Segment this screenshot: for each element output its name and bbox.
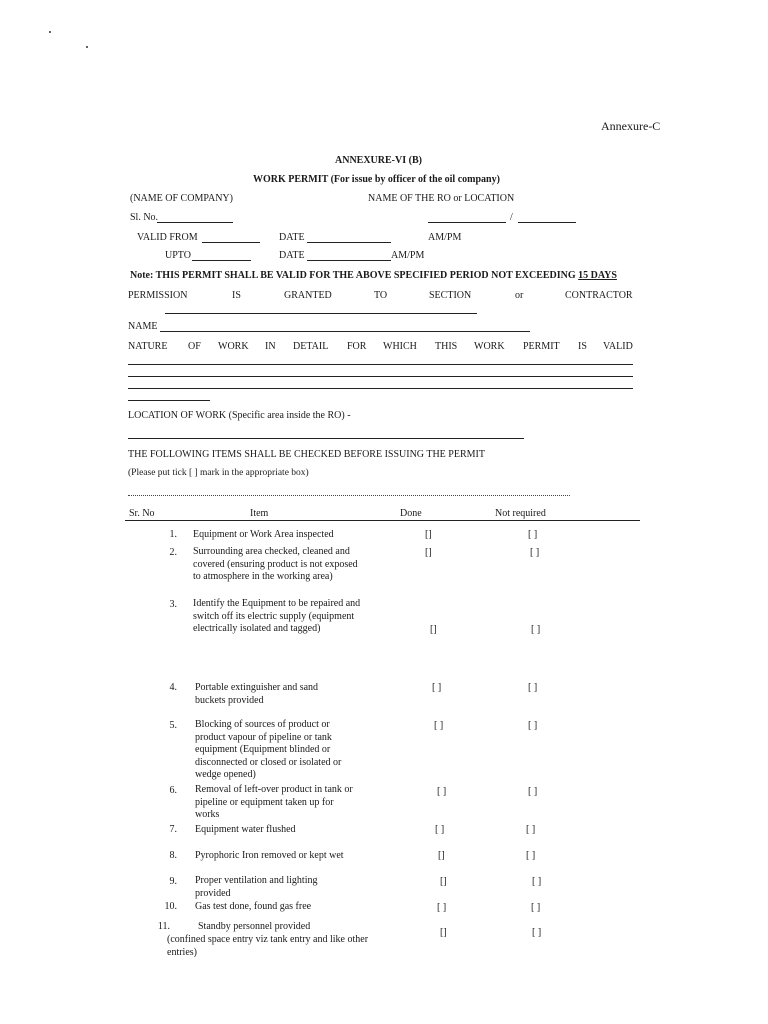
ampm-label-2: AM/PM [391,250,425,261]
nature-word: DETAIL [293,341,329,352]
note-text: Note: THIS PERMIT SHALL BE VALID FOR THE ABOVE SPECIFIED PERIOD NOT EXCEEDING [130,270,576,281]
row-item-text: Portable extinguisher and sand buckets provided [195,682,319,706]
permission-line[interactable] [165,313,477,314]
header-not-required: Not required [495,508,546,519]
name-line[interactable] [160,331,530,332]
ro-line-1[interactable] [428,222,506,223]
permission-word: or [515,290,524,301]
upto-line[interactable] [192,260,251,261]
nature-line-3[interactable] [128,388,633,389]
checked-title: THE FOLLOWING ITEMS SHALL BE CHECKED BEFORE ISSUING THE PERMIT [128,449,485,460]
header-sr-no: Sr. No [129,508,155,519]
date-line-1[interactable] [307,242,391,243]
row-item-text: Identify the Equipment to be repaired and switch off its electric supply (equipment electrically isolated and tagged) [193,598,361,634]
permission-word: TO [374,290,388,301]
header-item: Item [250,508,269,519]
upto-label: UPTO [165,250,191,261]
row-item-text: Equipment water flushed [195,824,296,835]
not-required-checkbox[interactable]: [ ] [530,547,540,558]
row-item-text: Surrounding area checked, cleaned and covered (ensuring product is not exposed to atmosphere in the working area) [193,546,358,582]
ampm-label-1: AM/PM [428,232,462,243]
nature-word: IS [578,341,587,352]
nature-word: FOR [347,341,367,352]
done-checkbox[interactable]: [ ] [435,824,445,835]
nature-word: WHICH [383,341,417,352]
valid-from-label: VALID FROM [137,232,198,243]
not-required-checkbox[interactable]: [ ] [528,720,538,731]
nature-word: WORK [474,341,505,352]
not-required-checkbox[interactable]: [ ] [528,682,538,693]
dotted-separator [128,495,570,496]
location-line[interactable] [128,438,524,439]
row-item-text: Standby personnel provided [198,921,311,932]
row-number: 1. [169,529,177,540]
date-line-2[interactable] [307,260,391,261]
tick-note: (Please put tick [ ] mark in the appropriate box) [128,468,309,478]
ro-label: NAME OF THE RO or LOCATION [368,193,515,204]
nature-word: IN [265,341,276,352]
date-label-1: DATE [279,232,305,243]
row-number: 9. [169,876,177,887]
done-checkbox[interactable]: [] [440,876,447,887]
permission-word: GRANTED [284,290,332,301]
row-number: 5. [169,720,177,731]
scan-speck [49,31,51,33]
row-item-text: Proper ventilation and lighting provided [195,875,318,899]
name-label: NAME [128,321,158,332]
row-item-extra-text: (confined space entry viz tank entry and like other entries) [167,934,369,958]
not-required-checkbox[interactable]: [ ] [528,529,538,540]
nature-word: PERMIT [523,341,560,352]
done-checkbox[interactable]: [] [440,927,447,938]
valid-from-line[interactable] [202,242,260,243]
location-label: LOCATION OF WORK (Specific area inside the RO) - [128,410,351,421]
date-label-2: DATE [279,250,305,261]
annexure-title: ANNEXURE-VI (B) [335,155,422,166]
validity-note [130,270,617,281]
row-number: 2. [169,547,177,558]
row-number: 3. [169,599,177,610]
nature-word: OF [188,341,201,352]
permit-title: WORK PERMIT (For issue by officer of the oil company) [253,174,500,185]
company-label: (NAME OF COMPANY) [130,193,233,204]
permission-word: IS [232,290,241,301]
nature-line-2[interactable] [128,376,633,377]
nature-line-1[interactable] [128,364,633,365]
done-checkbox[interactable]: [] [430,624,437,635]
row-number: 6. [169,785,177,796]
slash: / [510,212,513,223]
nature-word: WORK [218,341,249,352]
header-done: Done [400,508,422,519]
row-item-text: Blocking of sources of product or product vapour of pipeline or tank equipment (Equipment blinded or disconnected or closed or isolated or wedge opened) [195,719,342,780]
nature-word: THIS [435,341,458,352]
annexure-label: Annexure-C [601,119,661,133]
permission-word: CONTRACTOR [565,290,633,301]
scan-speck [86,46,88,48]
row-number: 10. [164,901,177,912]
row-item-text: Pyrophoric Iron removed or kept wet [195,850,344,861]
done-checkbox[interactable]: [ ] [437,902,447,913]
done-checkbox[interactable]: [ ] [432,682,442,693]
permission-word: SECTION [429,290,472,301]
row-number: 11. [157,921,170,932]
permission-word: PERMISSION [128,290,188,301]
not-required-checkbox[interactable]: [ ] [532,927,542,938]
nature-word: NATURE [128,341,168,352]
row-number: 4. [169,682,177,693]
nature-word: VALID [603,341,633,352]
done-checkbox[interactable]: [ ] [437,786,447,797]
row-number: 7. [169,824,177,835]
done-checkbox[interactable]: [] [438,850,445,861]
row-item-text: Gas test done, found gas free [195,901,312,912]
not-required-checkbox[interactable]: [ ] [528,786,538,797]
not-required-checkbox[interactable]: [ ] [526,850,536,861]
row-item-text: Equipment or Work Area inspected [193,529,334,540]
table-header-rule [125,520,640,521]
row-item-text: Removal of left-over product in tank or pipeline or equipment taken up for works [195,784,353,820]
sl-no-line[interactable] [157,222,233,223]
not-required-checkbox[interactable]: [ ] [531,902,541,913]
ro-line-2[interactable] [518,222,576,223]
done-checkbox[interactable]: [] [425,529,432,540]
not-required-checkbox[interactable]: [ ] [526,824,536,835]
done-checkbox[interactable]: [] [425,547,432,558]
note-days: 15 DAYS [578,270,617,281]
done-checkbox[interactable]: [ ] [434,720,444,731]
sl-no-label: Sl. No. [130,212,159,223]
not-required-checkbox[interactable]: [ ] [532,876,542,887]
nature-line-4[interactable] [128,400,210,401]
row-number: 8. [169,850,177,861]
not-required-checkbox[interactable]: [ ] [531,624,541,635]
